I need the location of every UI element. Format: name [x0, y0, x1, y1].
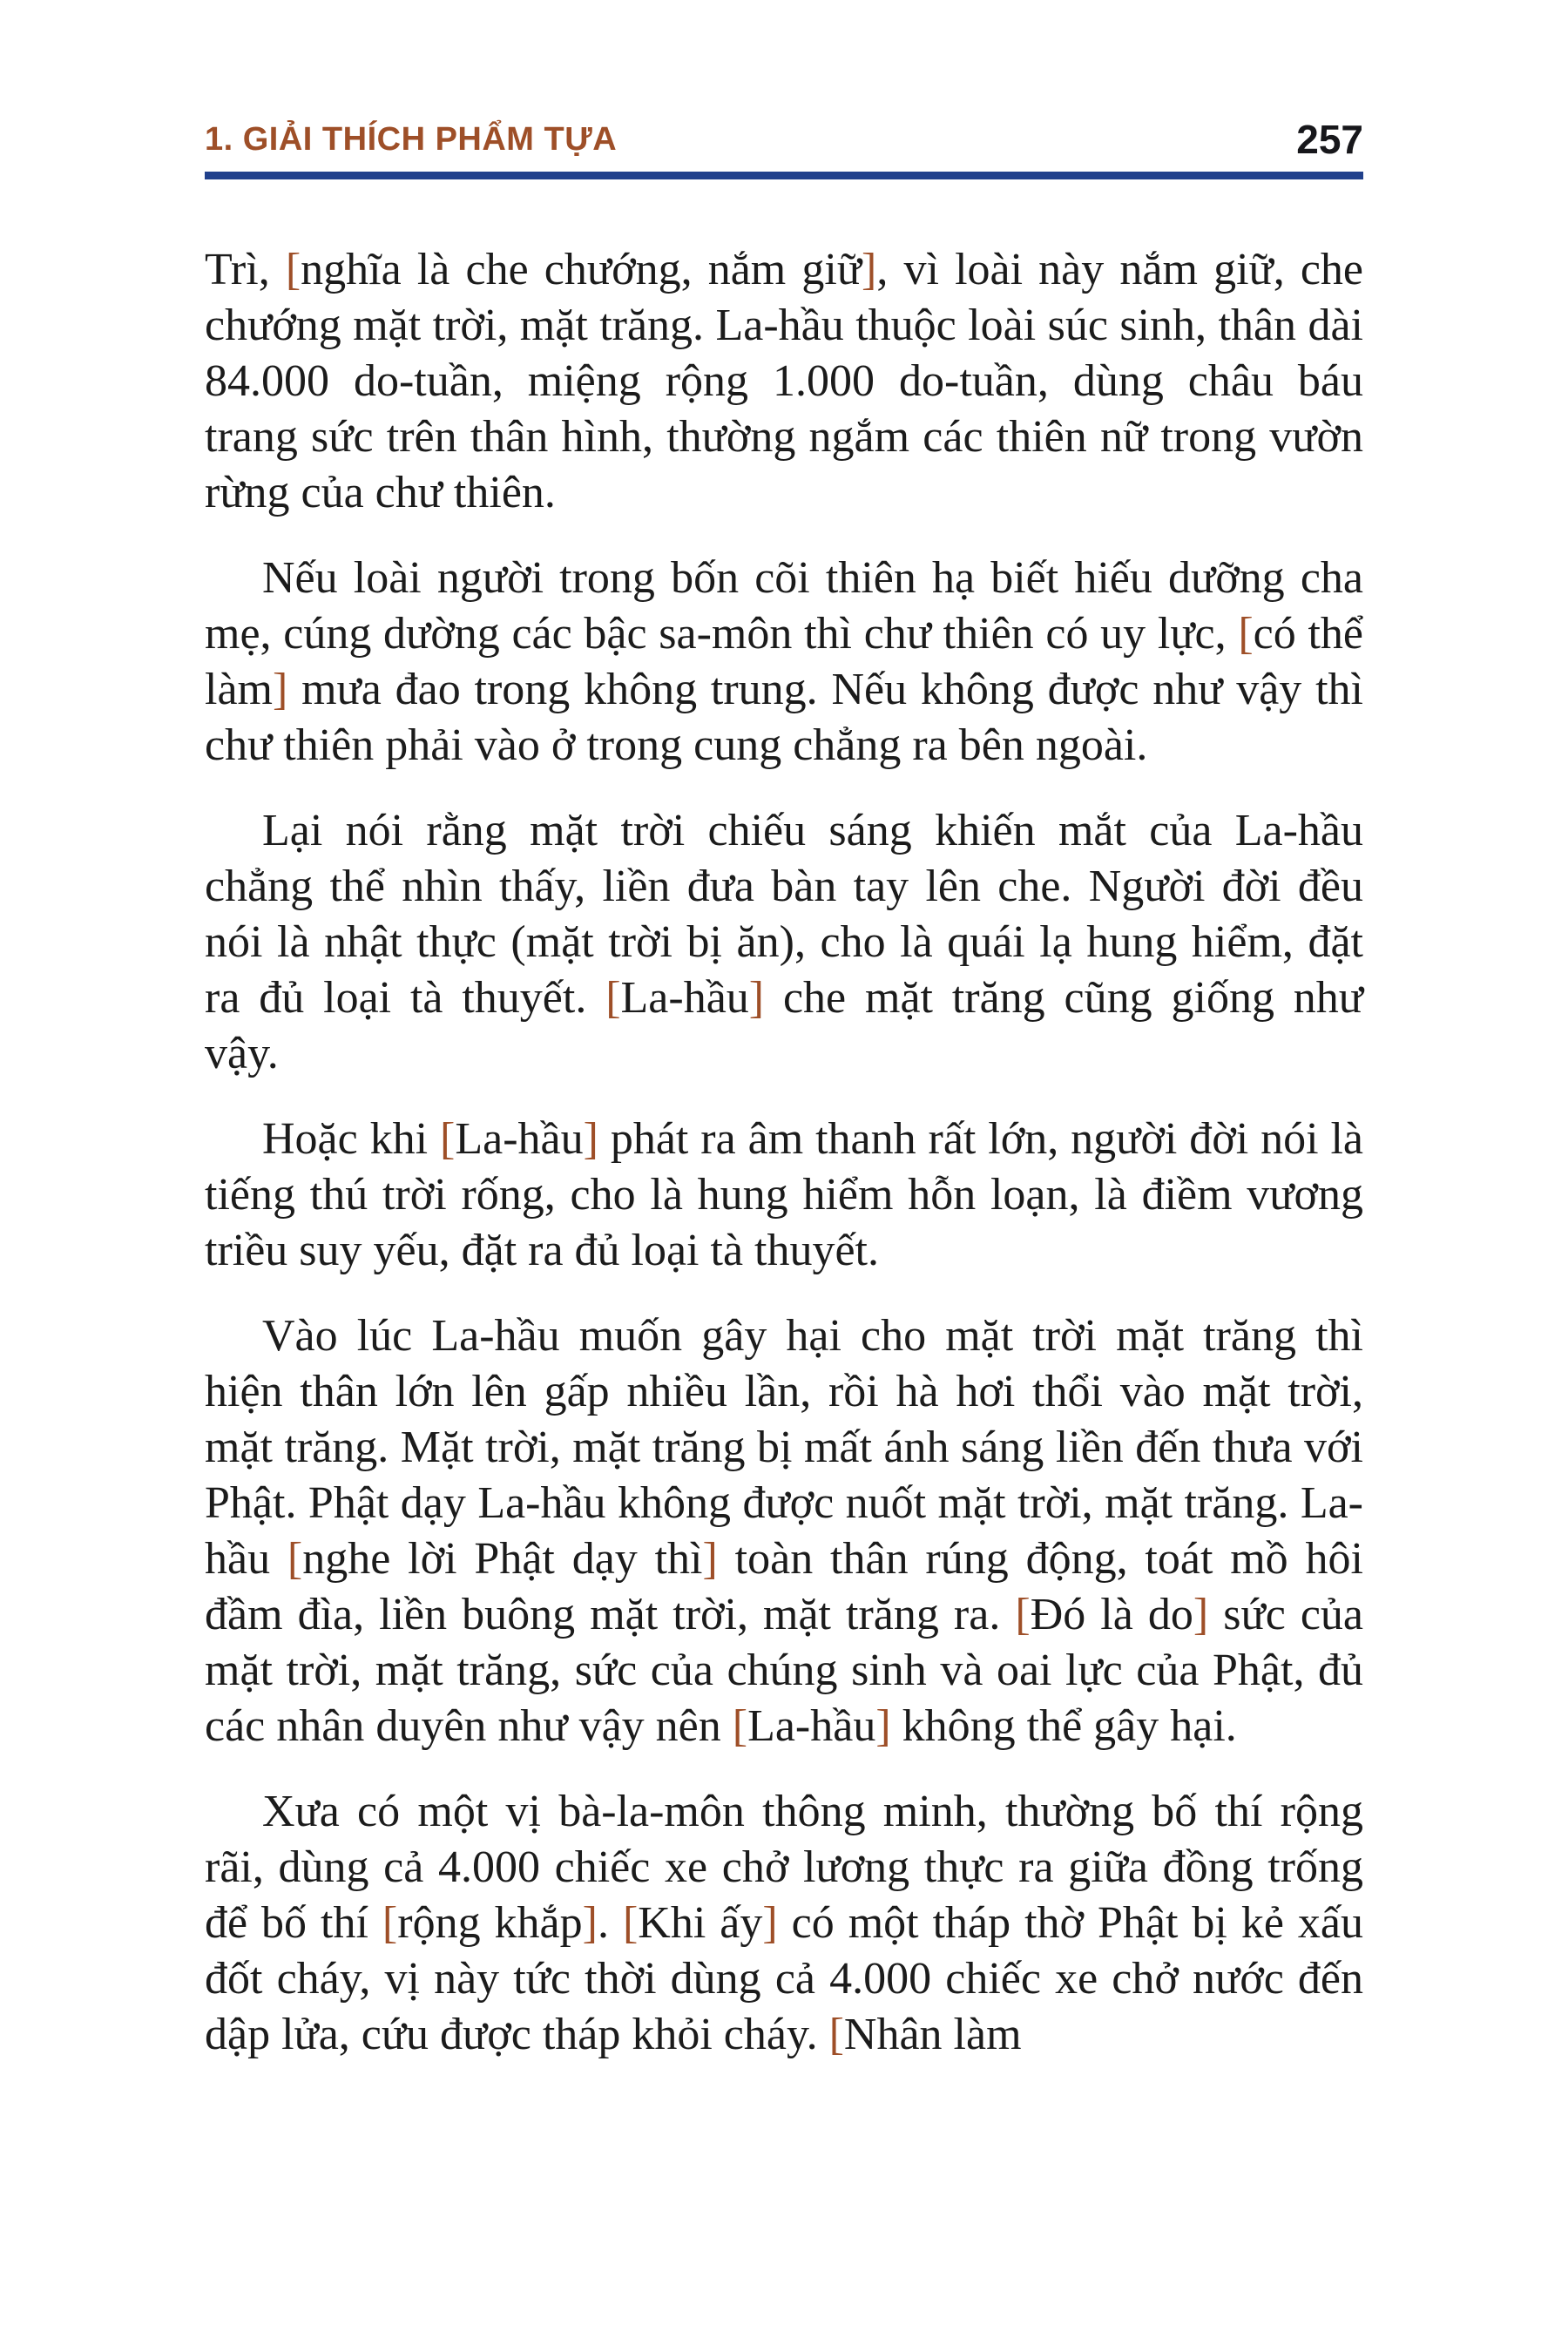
paragraph — [205, 1112, 1363, 1279]
paragraph — [205, 803, 1363, 1082]
text-run: Xưa có một vị bà-la-môn thông minh, thường bố thí rộng rãi, dùng cả 4.000 chiếc xe chở lương thực ra giữa đồng trống để bố thí — [205, 1787, 1363, 1948]
bracket-mark: ] — [875, 1701, 891, 1751]
text-run: rộng khắp — [397, 1898, 583, 1948]
text-run: che mặt trăng cũng giống như vậy. — [205, 973, 1363, 1078]
text-run: . — [597, 1898, 623, 1948]
text-run: Nhân làm — [843, 2010, 1022, 2059]
text-run: nghe lời Phật dạy thì — [302, 1534, 703, 1584]
bracket-mark: [ — [287, 1534, 303, 1584]
page-number: 257 — [1296, 117, 1363, 162]
text-run: Hoặc khi — [262, 1114, 441, 1164]
text-run: có một tháp thờ Phật bị kẻ xấu đốt cháy, vị này tức thời dùng cả 4.000 chiếc xe chở nước đến dập lửa, cứu được tháp khỏi cháy. — [205, 1898, 1363, 2059]
running-header-title: 1. GIẢI THÍCH PHẨM TỰA — [205, 121, 618, 158]
text-run: Trì, — [205, 245, 286, 294]
bracket-mark: [ — [732, 1701, 748, 1751]
text-run: nghĩa là che chướng, nắm giữ — [301, 245, 862, 294]
text-run: sức của mặt trời, mặt trăng, sức của chúng sinh và oai lực của Phật, đủ các nhân duyên như vậy nên — [205, 1590, 1363, 1751]
bracket-mark: ] — [702, 1534, 718, 1584]
bracket-mark: ] — [762, 1898, 778, 1948]
bracket-mark: ] — [862, 245, 877, 294]
bracket-mark: ] — [272, 665, 288, 714]
bracket-mark: [ — [285, 245, 301, 294]
text-run: Đó là do — [1030, 1590, 1193, 1639]
text-run: , vì loài này nắm giữ, che chướng mặt trời, mặt trăng. La-hầu thuộc loài súc sinh, thân dài 84.000 do-tuần, miệng rộng 1.000 do-tuần, dùng châu báu trang sức trên thân hình, thường ngắm các thiên nữ trong vườn rừng của chư thiên. — [205, 245, 1364, 517]
text-run: Lại nói rằng mặt trời chiếu sáng khiến mắt của La-hầu chẳng thể nhìn thấy, liền đưa bàn tay lên che. Người đời đều nói là nhật thực (mặt trời bị ăn), cho là quái lạ hung hiểm, đặt ra đủ loại tà thuyết. — [205, 806, 1363, 1023]
paragraph — [205, 1784, 1363, 2063]
paragraph — [205, 242, 1363, 521]
bracket-mark: [ — [828, 2010, 844, 2059]
bracket-mark: [ — [1015, 1590, 1031, 1639]
bracket-mark: ] — [582, 1898, 598, 1948]
bracket-mark: [ — [1238, 609, 1254, 659]
text-run: không thể gây hại. — [890, 1701, 1237, 1751]
body-text — [205, 242, 1363, 2063]
header-rule — [205, 172, 1363, 179]
bracket-mark: ] — [748, 973, 765, 1023]
text-run: La-hầu — [455, 1114, 584, 1164]
bracket-mark: ] — [1193, 1590, 1209, 1639]
text-run: có thể làm — [205, 609, 1363, 714]
text-run: La-hầu — [620, 973, 749, 1023]
paragraph — [205, 1308, 1363, 1754]
bracket-mark: [ — [440, 1114, 456, 1164]
bracket-mark: ] — [583, 1114, 598, 1164]
text-run: Khi ấy — [638, 1898, 763, 1948]
bracket-mark: [ — [605, 973, 621, 1023]
text-run: Nếu loài người trong bốn cõi thiên hạ biết hiếu dưỡng cha mẹ, cúng dường các bậc sa-môn thì chư thiên có uy lực, — [205, 553, 1363, 659]
bracket-mark: [ — [382, 1898, 398, 1948]
page-header — [205, 118, 1363, 160]
paragraph — [205, 551, 1363, 774]
text-run: La-hầu — [747, 1701, 876, 1751]
text-run: toàn thân rúng động, toát mồ hôi đầm đìa, liền buông mặt trời, mặt trăng ra. — [205, 1534, 1363, 1639]
text-run: mưa đao trong không trung. Nếu không được như vậy thì chư thiên phải vào ở trong cung chẳng ra bên ngoài. — [205, 665, 1363, 770]
bracket-mark: [ — [622, 1898, 639, 1948]
text-run: phát ra âm thanh rất lớn, người đời nói là tiếng thú trời rống, cho là hung hiểm hỗn loạn, là điềm vương triều suy yếu, đặt ra đủ loại tà thuyết. — [205, 1114, 1363, 1275]
text-run: Vào lúc La-hầu muốn gây hại cho mặt trời mặt trăng thì hiện thân lớn lên gấp nhiều lần, rồi hà hơi thổi vào mặt trời, mặt trăng. Mặt trời, mặt trăng bị mất ánh sáng liền đến thưa với Phật. Phật dạy La-hầu không được nuốt mặt trời, mặt trăng. La-hầu — [205, 1311, 1363, 1584]
